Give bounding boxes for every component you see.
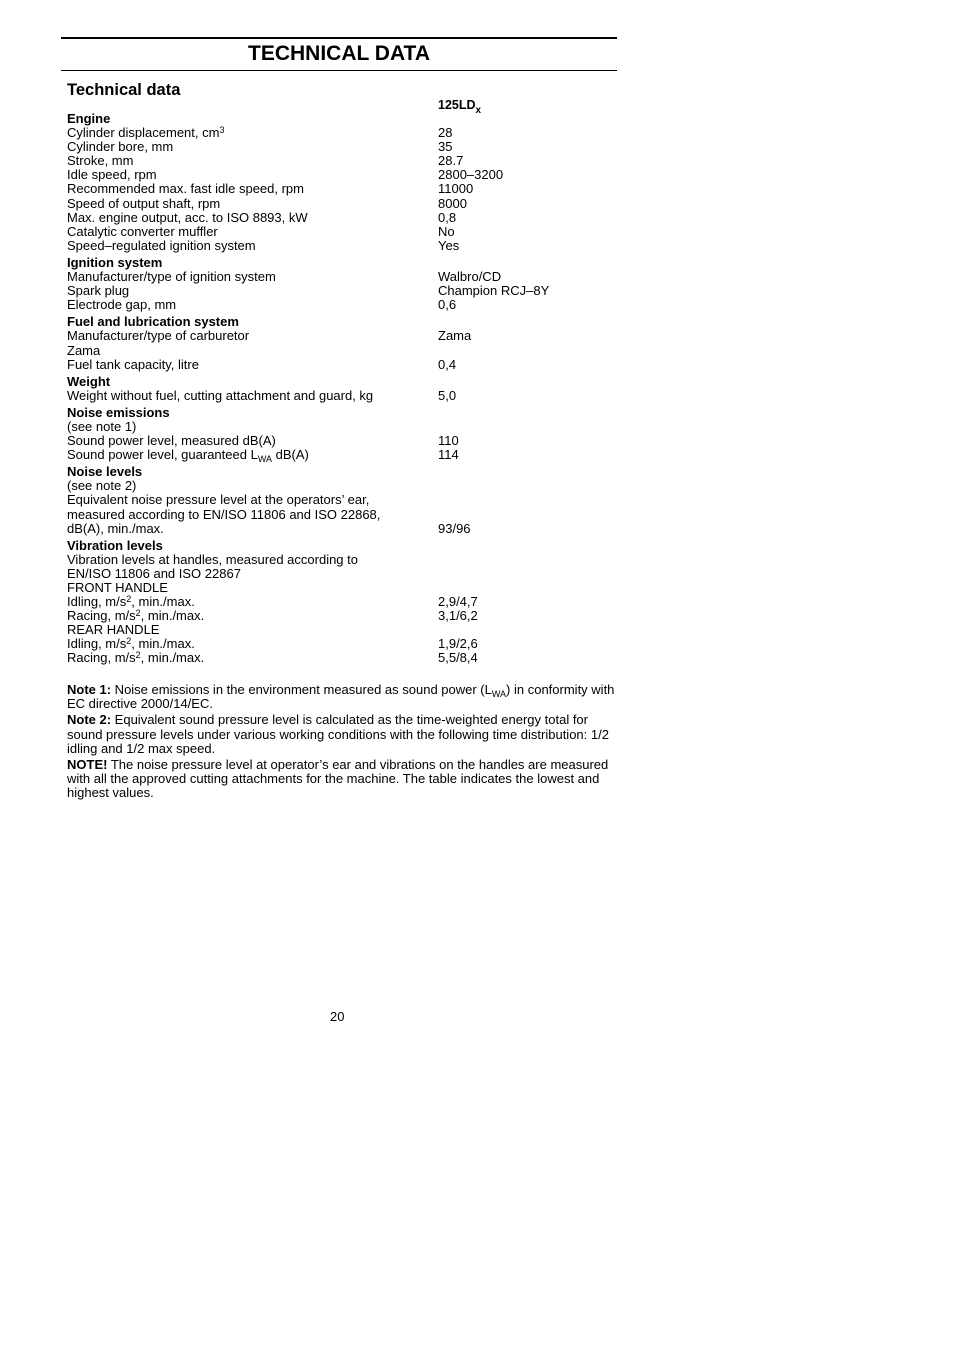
spec-label-text: Speed–regulated ignition system: [67, 237, 256, 253]
spec-label-text: Manufacturer/type of carburetor: [67, 328, 250, 344]
spec-row: [67, 284, 627, 298]
spec-row: [67, 609, 627, 623]
spec-row: [67, 447, 627, 465]
spec-row: [67, 508, 627, 522]
spec-label-sub: WA: [257, 454, 272, 465]
spec-value: 28.7: [438, 153, 464, 169]
spec-label: [67, 567, 438, 581]
group-heading: Noise emissions: [67, 404, 170, 420]
spec-label-text: Idle speed, rpm: [67, 167, 157, 183]
spec-row: [67, 182, 627, 196]
spec-value: 28: [438, 125, 453, 141]
spec-label-text: REAR HANDLE: [67, 622, 160, 638]
spec-row: [67, 197, 627, 211]
spec-label-sup: 2: [126, 636, 132, 647]
note-text: Noise emissions in the environment measured as sound power (L: [111, 682, 492, 697]
spec-label-text: Vibration levels at handles, measured according to: [67, 551, 358, 567]
spec-row: [67, 298, 627, 312]
spec-label: [67, 126, 438, 140]
spec-value: 0,8: [438, 209, 457, 225]
spec-label: [67, 581, 438, 595]
spec-label-text: Cylinder displacement, cm: [67, 125, 220, 141]
spec-row: [67, 553, 627, 567]
spec-label: [67, 140, 438, 154]
spec-label-text: Equivalent noise pressure level at the operators’ ear,: [67, 492, 370, 508]
spec-label-text: Sound power level, measured dB(A): [67, 433, 276, 449]
spec-label: [67, 389, 438, 403]
spec-label: [67, 344, 438, 358]
spec-label-sup: 2: [126, 594, 132, 605]
spec-value: 2800–3200: [438, 167, 504, 183]
spec-label-after: , min./max.: [140, 650, 205, 666]
spec-label-text: dB(A), min./max.: [67, 520, 164, 536]
spec-value: 2,9/4,7: [438, 594, 478, 610]
spec-label: [67, 522, 438, 536]
spec-label-sup: 2: [135, 608, 141, 619]
section-title: Technical data: [67, 81, 181, 99]
spec-value: Champion RCJ–8Y: [438, 283, 550, 299]
spec-label: [67, 225, 438, 239]
title-rule-bottom: [61, 70, 617, 71]
spec-row: [67, 154, 627, 168]
note-text: The noise pressure level at operator’s ear and vibrations on the handles are measured with all the approved cutting attachments for the machine. The table indicates the lowest and highest values.: [67, 757, 609, 801]
spec-label: [67, 595, 438, 609]
spec-value: 0,4: [438, 356, 457, 372]
spec-label: [67, 197, 438, 211]
spec-row: [67, 225, 627, 239]
spec-label: [67, 168, 438, 182]
spec-row: [67, 329, 627, 343]
spec-row: [67, 581, 627, 595]
spec-label-text: Electrode gap, mm: [67, 297, 177, 313]
spec-label: [67, 508, 438, 522]
spec-value: 11000: [438, 181, 474, 197]
group-heading: Weight: [67, 373, 111, 389]
model-header: [438, 98, 482, 116]
spec-label-after: , min./max.: [140, 608, 205, 624]
spec-label: [67, 239, 438, 253]
spec-value: 5,5/8,4: [438, 650, 478, 666]
spec-label-sup: 3: [219, 125, 225, 136]
spec-label-text: (see note 1): [67, 418, 137, 434]
spec-label-text: Fuel tank capacity, litre: [67, 356, 199, 372]
spec-value: 35: [438, 139, 453, 155]
spec-row: [67, 126, 627, 140]
spec-label: [67, 434, 438, 448]
note-paragraph: [67, 713, 615, 756]
note-lead: Note 1:: [67, 682, 112, 697]
spec-value: 1,9/2,6: [438, 636, 478, 652]
spec-row: [67, 637, 627, 651]
spec-label: [67, 270, 438, 284]
spec-value: Walbro/CD: [438, 269, 502, 285]
spec-label-after: , min./max.: [131, 636, 195, 652]
spec-row: [67, 211, 627, 225]
spec-label-text: Zama: [67, 342, 101, 358]
spec-value: No: [438, 223, 455, 239]
spec-row: [67, 434, 627, 448]
spec-label: [67, 447, 438, 465]
spec-label-text: Cylinder bore, mm: [67, 139, 174, 155]
group-heading: Ignition system: [67, 254, 163, 270]
spec-row: [67, 140, 627, 154]
spec-label-text: FRONT HANDLE: [67, 580, 168, 595]
spec-value: 5,0: [438, 387, 457, 403]
note-text-cont: ) in conformity with EC directive 2000/14/EC.: [67, 682, 615, 712]
group-heading: Vibration levels: [67, 537, 163, 553]
spec-label-text: Manufacturer/type of ignition system: [67, 269, 276, 285]
spec-row: [67, 344, 627, 358]
spec-value: 8000: [438, 195, 467, 211]
title-rule-top: [61, 37, 617, 39]
spec-label-text: Sound power level, guaranteed L: [67, 447, 258, 463]
spec-label: [67, 182, 438, 196]
model-name: 125LD: [438, 98, 476, 112]
note-paragraph: [67, 758, 615, 801]
spec-label-text: EN/ISO 11806 and ISO 22867: [67, 565, 241, 581]
spec-label: [67, 284, 438, 298]
spec-table: [67, 112, 627, 666]
spec-row: [67, 389, 627, 403]
note-lead: NOTE!: [67, 757, 108, 773]
group-heading: Engine: [67, 111, 111, 126]
spec-value: Zama: [438, 328, 472, 344]
spec-label-sup: 2: [135, 650, 141, 661]
spec-value: 110: [438, 433, 459, 449]
spec-label-text: Stroke, mm: [67, 153, 134, 169]
group-heading: Noise levels: [67, 464, 143, 480]
spec-label-after: dB(A): [271, 447, 309, 463]
page-number: 20: [330, 1009, 345, 1024]
spec-label-text: measured according to EN/ISO 11806 and ISO 22868,: [67, 506, 381, 522]
spec-label-text: Racing, m/s: [67, 608, 136, 624]
spec-row: [67, 651, 627, 665]
note-text: Equivalent sound pressure level is calculated as the time-weighted energy total for sound pressure levels under various working conditions with the following time distribution: 1/2 idling and 1/2 max speed.: [67, 712, 609, 756]
spec-label: [67, 298, 438, 312]
spec-label-text: Catalytic converter muffler: [67, 223, 218, 239]
spec-value: 93/96: [438, 520, 471, 536]
spec-label: [67, 637, 438, 651]
spec-row: [67, 522, 627, 536]
spec-row: [67, 420, 627, 434]
spec-label: [67, 553, 438, 567]
spec-label: [67, 329, 438, 343]
spec-value: Yes: [438, 237, 460, 253]
spec-value: 0,6: [438, 297, 457, 313]
spec-label-text: Speed of output shaft, rpm: [67, 195, 221, 211]
spec-row: [67, 358, 627, 372]
spec-label: [67, 479, 438, 493]
spec-row: [67, 239, 627, 253]
spec-row: [67, 567, 627, 581]
note-lead: Note 2:: [67, 712, 112, 728]
spec-label: [67, 623, 438, 637]
spec-label: [67, 358, 438, 372]
spec-row: [67, 479, 627, 493]
spec-label-text: Racing, m/s: [67, 650, 136, 666]
note-sub: WA: [491, 689, 507, 699]
spec-label-text: Idling, m/s: [67, 636, 127, 652]
spec-label-after: , min./max.: [131, 594, 195, 610]
spec-label-text: Weight without fuel, cutting attachment and guard, kg: [67, 387, 374, 403]
spec-row: [67, 623, 627, 637]
spec-label-text: Spark plug: [67, 283, 130, 299]
page-title: TECHNICAL DATA: [248, 42, 430, 65]
spec-label-text: Idling, m/s: [67, 594, 127, 610]
spec-value: 3,1/6,2: [438, 608, 478, 624]
note-paragraph: [67, 683, 615, 711]
spec-label: [67, 154, 438, 168]
spec-label-text: Max. engine output, acc. to ISO 8893, kW: [67, 209, 308, 225]
spec-label: [67, 609, 438, 623]
notes: [67, 683, 615, 803]
spec-row: [67, 493, 627, 507]
spec-label: [67, 493, 438, 507]
spec-label: [67, 211, 438, 225]
spec-row: [67, 168, 627, 182]
spec-label-text: Recommended max. fast idle speed, rpm: [67, 181, 304, 197]
spec-row: [67, 595, 627, 609]
spec-label: [67, 420, 438, 434]
spec-value: 114: [438, 447, 459, 463]
spec-row: [67, 270, 627, 284]
spec-label-text: (see note 2): [67, 478, 137, 494]
group-heading: Fuel and lubrication system: [67, 314, 239, 330]
spec-label: [67, 651, 438, 665]
model-suffix: x: [475, 105, 482, 116]
